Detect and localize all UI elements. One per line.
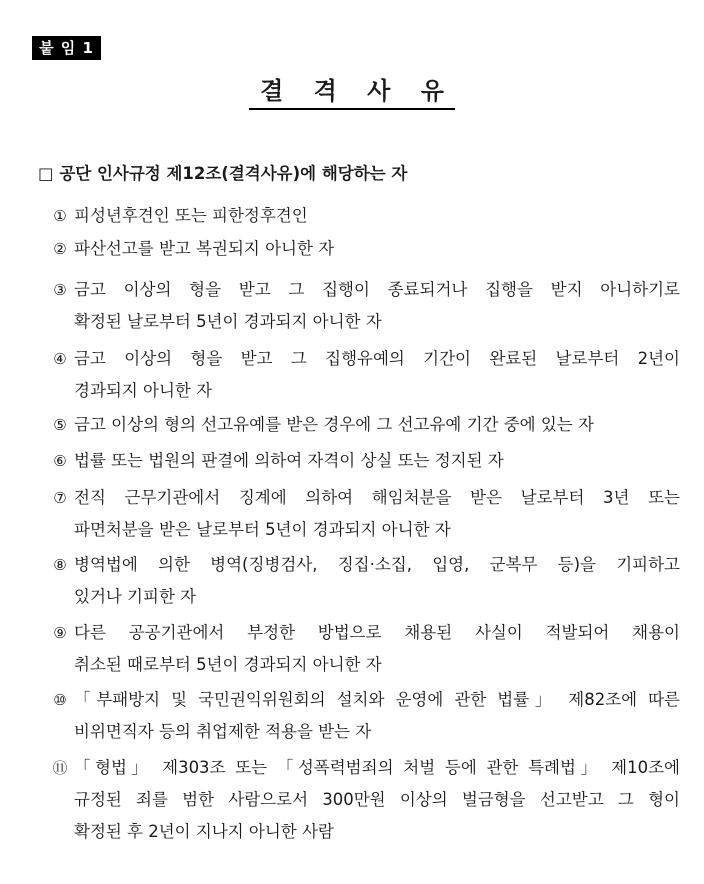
item-number: ⑩: [53, 691, 67, 709]
item-text: 피성년후견인 또는 피한정후견인: [74, 206, 308, 225]
item-number: ④: [53, 350, 67, 368]
list-item-5: [48, 409, 680, 441]
list-item-1: [48, 200, 680, 232]
item-text-line-3: 확정된 후 2년이 지나지 아니한 사람: [74, 822, 334, 841]
item-text: 법률 또는 법원의 판결에 의하여 자격이 상실 또는 정지된 자: [74, 451, 504, 470]
item-text-line-2: 확정된 날로부터 5년이 경과되지 아니한 자: [74, 312, 382, 331]
item-text-line-1: 「형법」 제303조 또는 「성폭력범죄의 처벌 등에 관한 특례법」 제10조에: [74, 758, 680, 777]
list-item-4: [48, 343, 680, 407]
attachment-badge: 붙 임 1: [32, 36, 101, 60]
list-item-3: [48, 274, 680, 338]
item-text-line-2: 취소된 때로부터 5년이 경과되지 아니한 자: [74, 655, 382, 674]
list-item-9: [48, 617, 680, 681]
item-number: ⑧: [53, 556, 67, 574]
list-item-7: [48, 482, 680, 546]
item-text-line-2: 파면처분을 받은 날로부터 5년이 경과되지 아니한 자: [74, 520, 451, 539]
list-item-10: [48, 684, 680, 748]
item-text-line-2: 있거나 기피한 자: [74, 587, 197, 606]
list-item-6: [48, 445, 680, 477]
item-number: ⑪: [52, 759, 68, 777]
list-item-8: [48, 549, 680, 613]
list-item-11: [48, 752, 680, 848]
list-item-2: [48, 233, 680, 265]
item-text-line-2: 비위면직자 등의 취업제한 적용을 받는 자: [74, 722, 372, 741]
item-text-line-1: 금고 이상의 형을 받고 그 집행이 종료되거나 집행을 받지 아니하기로: [74, 280, 680, 299]
item-number: ⑨: [53, 624, 67, 642]
item-text-line-1: 「부패방지 및 국민권익위원회의 설치와 운영에 관한 법률」 제82조에 따른: [74, 690, 680, 709]
item-text-line-1: 다른 공공기관에서 부정한 방법으로 채용된 사실이 적발되어 채용이: [74, 623, 680, 642]
item-number: ⑥: [53, 452, 67, 470]
item-number: ③: [53, 281, 67, 299]
item-text: 금고 이상의 형의 선고유예를 받은 경우에 그 선고유예 기간 중에 있는 자: [74, 415, 594, 434]
item-text-line-1: 전직 근무기관에서 징계에 의하여 해임처분을 받은 날로부터 3년 또는: [74, 488, 680, 507]
title-container: [0, 74, 704, 110]
item-text-line-1: 금고 이상의 형을 받고 그 집행유예의 기간이 완료된 날로부터 2년이: [74, 349, 680, 368]
item-text-line-1: 병역법에 의한 병역(징병검사, 징집·소집, 입영, 군복무 등)을 기피하고: [74, 555, 680, 574]
item-number: ①: [53, 207, 67, 225]
item-number: ②: [53, 240, 67, 258]
item-text-line-2: 규정된 죄를 범한 사람으로서 300만원 이상의 벌금형을 선고받고 그 형이: [74, 790, 680, 809]
item-text-line-2: 경과되지 아니한 자: [74, 381, 213, 400]
page-title: 결 격 사 유: [249, 74, 455, 110]
item-number: ⑦: [53, 489, 67, 507]
item-text: 파산선고를 받고 복권되지 아니한 자: [74, 239, 335, 258]
item-number: ⑤: [53, 416, 67, 434]
section-heading: □ 공단 인사규정 제12조(결격사유)에 해당하는 자: [38, 164, 408, 183]
